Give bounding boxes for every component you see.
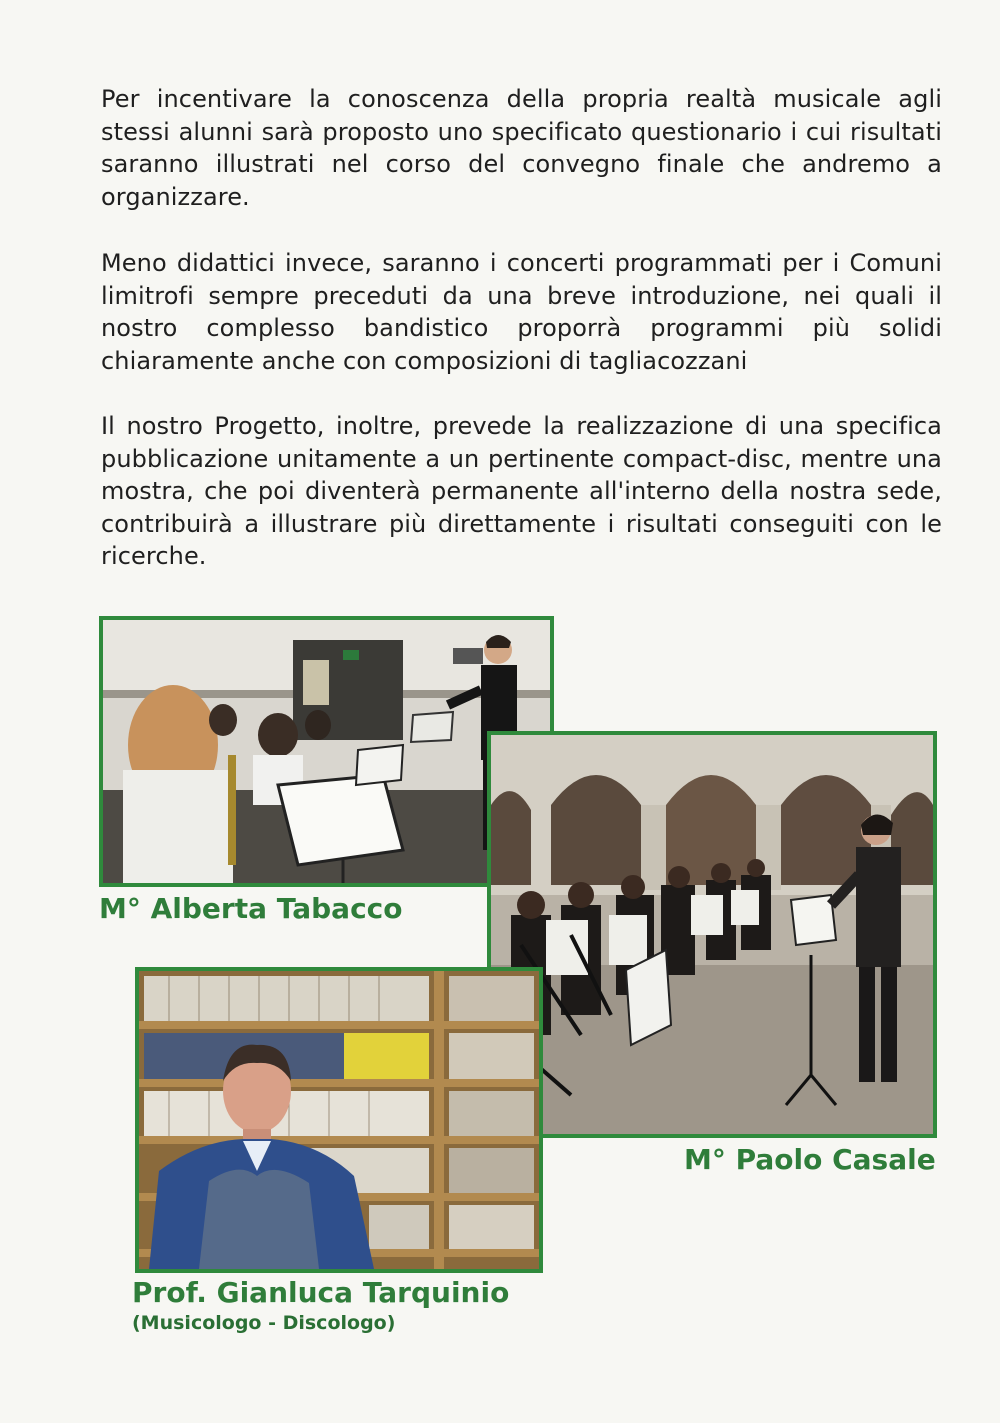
musicologist-image [139, 971, 539, 1269]
paragraph-concerts: Meno didattici invece, saranno i concerti programmati per i Comuni limitrofi sempre preceduti da una breve introduzione, nei quali il nostro complesso bandistico proporrà programmi più solidi chiaramente anche con composizioni di tagliacozzani [101, 249, 942, 375]
paragraph-questionnaire: Per incentivare la conoscenza della propria realtà musicale agli stessi alunni sarà proposto uno specificato questionario i cui risultati saranno illustrati nel corso del convegno finale che andremo a organizzare. [101, 85, 942, 211]
caption-alberta-tabacco: M° Alberta Tabacco [99, 892, 403, 925]
caption-paolo-casale: M° Paolo Casale [684, 1143, 936, 1176]
caption-tarquinio-role: (Musicologo - Discologo) [132, 1312, 396, 1334]
caption-gianluca-tarquinio: Prof. Gianluca Tarquinio [132, 1276, 510, 1309]
paragraph-project: Il nostro Progetto, inoltre, prevede la realizzazione di una specifica pubblicazione unitamente a un pertinente compact-disc, mentre una mostra, che poi diventerà permanente all'interno della nostra sede, contribuirà a illustrare più direttamente i risultati conseguiti con le ricerche. [101, 412, 942, 570]
band-indoor-image [103, 620, 550, 883]
band-indoor-photo [99, 616, 554, 887]
band-courtyard-photo [487, 731, 937, 1138]
musicologist-photo [135, 967, 543, 1273]
band-courtyard-image [491, 735, 933, 1134]
